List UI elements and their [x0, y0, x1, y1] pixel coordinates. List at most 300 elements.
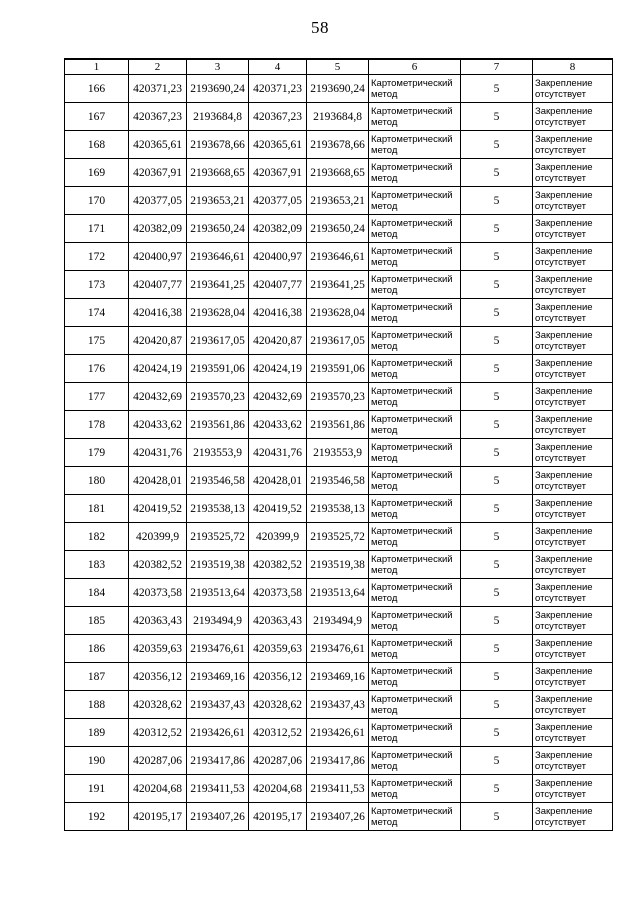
cell-text-line: Закрепление	[535, 329, 593, 341]
cell-text-line: Закрепление	[535, 357, 593, 369]
x-coordinate-cell: 420424,19	[249, 355, 307, 383]
accuracy-cell: 5	[461, 159, 533, 187]
table-row	[65, 131, 613, 159]
x-coordinate-cell: 420365,61	[249, 131, 307, 159]
y-coordinate-cell: 2193628,04	[307, 299, 369, 327]
y-coordinate-cell: 2193417,86	[187, 747, 249, 775]
cell-text-line: Закрепление	[535, 581, 593, 593]
y-coordinate-cell: 2193411,53	[307, 775, 369, 803]
fixing-cell	[533, 159, 613, 187]
cell-text-line: Картометрический	[371, 413, 453, 425]
cell-text-line: Закрепление	[535, 413, 593, 425]
x-coordinate-cell: 420433,62	[129, 411, 187, 439]
cell-text-line: отсутствует	[535, 564, 586, 576]
cell-text-line: отсутствует	[535, 396, 586, 408]
cell-text-line: отсутствует	[535, 536, 586, 548]
column-header: 8	[533, 59, 613, 75]
x-coordinate-cell: 420363,43	[249, 607, 307, 635]
x-coordinate-cell: 420373,58	[249, 579, 307, 607]
accuracy-cell: 5	[461, 747, 533, 775]
x-coordinate-cell: 420371,23	[249, 75, 307, 103]
cell-text-line: Закрепление	[535, 217, 593, 229]
x-coordinate-cell: 420373,58	[129, 579, 187, 607]
cell-text-line: Картометрический	[371, 105, 453, 117]
cell-text-line: метод	[371, 88, 398, 100]
cell-text-line: Картометрический	[371, 161, 453, 173]
table-row	[65, 215, 613, 243]
cell-text-line: отсутствует	[535, 424, 586, 436]
y-coordinate-cell: 2193476,61	[307, 635, 369, 663]
cell-text-line: Закрепление	[535, 749, 593, 761]
y-coordinate-cell: 2193690,24	[307, 75, 369, 103]
point-number-cell: 179	[65, 439, 129, 467]
accuracy-cell: 5	[461, 187, 533, 215]
fixing-cell	[533, 215, 613, 243]
method-cell	[369, 383, 461, 411]
cell-text-line: отсутствует	[535, 200, 586, 212]
method-cell	[369, 551, 461, 579]
x-coordinate-cell: 420367,91	[249, 159, 307, 187]
cell-text-line: Закрепление	[535, 161, 593, 173]
point-number-cell: 182	[65, 523, 129, 551]
y-coordinate-cell: 2193561,86	[187, 411, 249, 439]
column-header: 1	[65, 59, 129, 75]
cell-text-line: Закрепление	[535, 385, 593, 397]
point-number-cell: 187	[65, 663, 129, 691]
x-coordinate-cell: 420377,05	[249, 187, 307, 215]
cell-text-line: метод	[371, 368, 398, 380]
x-coordinate-cell: 420287,06	[249, 747, 307, 775]
accuracy-cell: 5	[461, 467, 533, 495]
y-coordinate-cell: 2193678,66	[187, 131, 249, 159]
x-coordinate-cell: 420424,19	[129, 355, 187, 383]
cell-text-line: Картометрический	[371, 301, 453, 313]
fixing-cell	[533, 355, 613, 383]
point-number-cell: 175	[65, 327, 129, 355]
cell-text-line: отсутствует	[535, 284, 586, 296]
cell-text-line: Закрепление	[535, 553, 593, 565]
table-row	[65, 383, 613, 411]
cell-text-line: Картометрический	[371, 693, 453, 705]
cell-text-line: метод	[371, 396, 398, 408]
cell-text-line: Картометрический	[371, 329, 453, 341]
cell-text-line: отсутствует	[535, 788, 586, 800]
accuracy-cell: 5	[461, 75, 533, 103]
y-coordinate-cell: 2193538,13	[307, 495, 369, 523]
point-number-cell: 174	[65, 299, 129, 327]
y-coordinate-cell: 2193617,05	[187, 327, 249, 355]
point-number-cell: 183	[65, 551, 129, 579]
y-coordinate-cell: 2193494,9	[307, 607, 369, 635]
table-row	[65, 579, 613, 607]
fixing-cell	[533, 775, 613, 803]
y-coordinate-cell: 2193494,9	[187, 607, 249, 635]
x-coordinate-cell: 420356,12	[249, 663, 307, 691]
method-cell	[369, 775, 461, 803]
cell-text-line: Картометрический	[371, 385, 453, 397]
x-coordinate-cell: 420407,77	[249, 271, 307, 299]
table-row	[65, 355, 613, 383]
y-coordinate-cell: 2193553,9	[307, 439, 369, 467]
y-coordinate-cell: 2193628,04	[187, 299, 249, 327]
cell-text-line: Закрепление	[535, 693, 593, 705]
cell-text-line: отсутствует	[535, 312, 586, 324]
method-cell	[369, 495, 461, 523]
x-coordinate-cell: 420328,62	[249, 691, 307, 719]
cell-text-line: отсутствует	[535, 620, 586, 632]
method-cell	[369, 75, 461, 103]
y-coordinate-cell: 2193591,06	[187, 355, 249, 383]
x-coordinate-cell: 420400,97	[249, 243, 307, 271]
y-coordinate-cell: 2193690,24	[187, 75, 249, 103]
x-coordinate-cell: 420328,62	[129, 691, 187, 719]
accuracy-cell: 5	[461, 439, 533, 467]
accuracy-cell: 5	[461, 635, 533, 663]
accuracy-cell: 5	[461, 215, 533, 243]
cell-text-line: метод	[371, 564, 398, 576]
table-row	[65, 523, 613, 551]
point-number-cell: 192	[65, 803, 129, 831]
x-coordinate-cell: 420431,76	[129, 439, 187, 467]
y-coordinate-cell: 2193641,25	[307, 271, 369, 299]
point-number-cell: 167	[65, 103, 129, 131]
y-coordinate-cell: 2193513,64	[187, 579, 249, 607]
point-number-cell: 166	[65, 75, 129, 103]
x-coordinate-cell: 420312,52	[249, 719, 307, 747]
cell-text-line: Закрепление	[535, 133, 593, 145]
cell-text-line: метод	[371, 676, 398, 688]
y-coordinate-cell: 2193546,58	[307, 467, 369, 495]
y-coordinate-cell: 2193525,72	[187, 523, 249, 551]
x-coordinate-cell: 420416,38	[249, 299, 307, 327]
accuracy-cell: 5	[461, 663, 533, 691]
cell-text-line: отсутствует	[535, 760, 586, 772]
x-coordinate-cell: 420419,52	[249, 495, 307, 523]
y-coordinate-cell: 2193617,05	[307, 327, 369, 355]
method-cell	[369, 691, 461, 719]
cell-text-line: Картометрический	[371, 665, 453, 677]
page-number: 58	[311, 18, 329, 37]
cell-text-line: отсутствует	[535, 648, 586, 660]
method-cell	[369, 131, 461, 159]
fixing-cell	[533, 103, 613, 131]
cell-text-line: Картометрический	[371, 553, 453, 565]
table-row	[65, 495, 613, 523]
y-coordinate-cell: 2193519,38	[187, 551, 249, 579]
cell-text-line: Закрепление	[535, 637, 593, 649]
fixing-cell	[533, 607, 613, 635]
y-coordinate-cell: 2193417,86	[307, 747, 369, 775]
y-coordinate-cell: 2193553,9	[187, 439, 249, 467]
y-coordinate-cell: 2193641,25	[187, 271, 249, 299]
fixing-cell	[533, 299, 613, 327]
y-coordinate-cell: 2193469,16	[187, 663, 249, 691]
x-coordinate-cell: 420433,62	[249, 411, 307, 439]
table-row	[65, 411, 613, 439]
x-coordinate-cell: 420367,23	[129, 103, 187, 131]
y-coordinate-cell: 2193437,43	[187, 691, 249, 719]
cell-text-line: Закрепление	[535, 665, 593, 677]
x-coordinate-cell: 420363,43	[129, 607, 187, 635]
y-coordinate-cell: 2193407,26	[187, 803, 249, 831]
column-header: 5	[307, 59, 369, 75]
y-coordinate-cell: 2193476,61	[187, 635, 249, 663]
point-number-cell: 170	[65, 187, 129, 215]
cell-text-line: метод	[371, 480, 398, 492]
method-cell	[369, 467, 461, 495]
cell-text-line: метод	[371, 508, 398, 520]
cell-text-line: метод	[371, 592, 398, 604]
y-coordinate-cell: 2193519,38	[307, 551, 369, 579]
x-coordinate-cell: 420419,52	[129, 495, 187, 523]
method-cell	[369, 523, 461, 551]
accuracy-cell: 5	[461, 355, 533, 383]
x-coordinate-cell: 420382,52	[129, 551, 187, 579]
table-row	[65, 159, 613, 187]
cell-text-line: метод	[371, 144, 398, 156]
cell-text-line: Закрепление	[535, 441, 593, 453]
x-coordinate-cell: 420367,91	[129, 159, 187, 187]
table-row	[65, 187, 613, 215]
column-header: 2	[129, 59, 187, 75]
fixing-cell	[533, 243, 613, 271]
cell-text-line: метод	[371, 760, 398, 772]
coordinates-table	[64, 58, 613, 831]
table-row	[65, 607, 613, 635]
table-row	[65, 243, 613, 271]
accuracy-cell: 5	[461, 551, 533, 579]
y-coordinate-cell: 2193591,06	[307, 355, 369, 383]
cell-text-line: метод	[371, 620, 398, 632]
method-cell	[369, 271, 461, 299]
cell-text-line: Картометрический	[371, 133, 453, 145]
y-coordinate-cell: 2193513,64	[307, 579, 369, 607]
x-coordinate-cell: 420356,12	[129, 663, 187, 691]
x-coordinate-cell: 420195,17	[129, 803, 187, 831]
accuracy-cell: 5	[461, 327, 533, 355]
method-cell	[369, 579, 461, 607]
y-coordinate-cell: 2193650,24	[187, 215, 249, 243]
accuracy-cell: 5	[461, 523, 533, 551]
table-row	[65, 775, 613, 803]
table-row	[65, 75, 613, 103]
x-coordinate-cell: 420195,17	[249, 803, 307, 831]
fixing-cell	[533, 75, 613, 103]
x-coordinate-cell: 420431,76	[249, 439, 307, 467]
accuracy-cell: 5	[461, 243, 533, 271]
table-body	[65, 75, 613, 831]
fixing-cell	[533, 411, 613, 439]
y-coordinate-cell: 2193684,8	[307, 103, 369, 131]
y-coordinate-cell: 2193570,23	[187, 383, 249, 411]
point-number-cell: 172	[65, 243, 129, 271]
cell-text-line: Картометрический	[371, 245, 453, 257]
method-cell	[369, 803, 461, 831]
x-coordinate-cell: 420371,23	[129, 75, 187, 103]
cell-text-line: Закрепление	[535, 189, 593, 201]
accuracy-cell: 5	[461, 103, 533, 131]
point-number-cell: 189	[65, 719, 129, 747]
x-coordinate-cell: 420432,69	[249, 383, 307, 411]
cell-text-line: метод	[371, 256, 398, 268]
y-coordinate-cell: 2193668,65	[307, 159, 369, 187]
y-coordinate-cell: 2193650,24	[307, 215, 369, 243]
accuracy-cell: 5	[461, 579, 533, 607]
accuracy-cell: 5	[461, 495, 533, 523]
cell-text-line: Закрепление	[535, 525, 593, 537]
fixing-cell	[533, 383, 613, 411]
point-number-cell: 169	[65, 159, 129, 187]
x-coordinate-cell: 420407,77	[129, 271, 187, 299]
cell-text-line: метод	[371, 424, 398, 436]
method-cell	[369, 215, 461, 243]
x-coordinate-cell: 420416,38	[129, 299, 187, 327]
x-coordinate-cell: 420287,06	[129, 747, 187, 775]
cell-text-line: Закрепление	[535, 805, 593, 817]
y-coordinate-cell: 2193411,53	[187, 775, 249, 803]
cell-text-line: Картометрический	[371, 805, 453, 817]
method-cell	[369, 439, 461, 467]
method-cell	[369, 187, 461, 215]
method-cell	[369, 411, 461, 439]
x-coordinate-cell: 420399,9	[249, 523, 307, 551]
table-header-row	[65, 59, 613, 75]
cell-text-line: Картометрический	[371, 441, 453, 453]
fixing-cell	[533, 635, 613, 663]
cell-text-line: Картометрический	[371, 77, 453, 89]
x-coordinate-cell: 420359,63	[249, 635, 307, 663]
x-coordinate-cell: 420359,63	[129, 635, 187, 663]
method-cell	[369, 327, 461, 355]
cell-text-line: метод	[371, 732, 398, 744]
table-row	[65, 635, 613, 663]
cell-text-line: отсутствует	[535, 340, 586, 352]
accuracy-cell: 5	[461, 383, 533, 411]
x-coordinate-cell: 420204,68	[129, 775, 187, 803]
cell-text-line: Закрепление	[535, 469, 593, 481]
x-coordinate-cell: 420428,01	[249, 467, 307, 495]
cell-text-line: Картометрический	[371, 217, 453, 229]
x-coordinate-cell: 420428,01	[129, 467, 187, 495]
point-number-cell: 171	[65, 215, 129, 243]
cell-text-line: метод	[371, 452, 398, 464]
cell-text-line: метод	[371, 200, 398, 212]
point-number-cell: 190	[65, 747, 129, 775]
cell-text-line: Картометрический	[371, 525, 453, 537]
x-coordinate-cell: 420432,69	[129, 383, 187, 411]
accuracy-cell: 5	[461, 803, 533, 831]
x-coordinate-cell: 420420,87	[249, 327, 307, 355]
method-cell	[369, 747, 461, 775]
table-row	[65, 467, 613, 495]
cell-text-line: отсутствует	[535, 816, 586, 828]
cell-text-line: отсутствует	[535, 256, 586, 268]
y-coordinate-cell: 2193437,43	[307, 691, 369, 719]
fixing-cell	[533, 271, 613, 299]
cell-text-line: метод	[371, 816, 398, 828]
cell-text-line: отсутствует	[535, 116, 586, 128]
table-row	[65, 691, 613, 719]
fixing-cell	[533, 523, 613, 551]
table-row	[65, 803, 613, 831]
fixing-cell	[533, 747, 613, 775]
fixing-cell	[533, 495, 613, 523]
point-number-cell: 188	[65, 691, 129, 719]
method-cell	[369, 299, 461, 327]
method-cell	[369, 243, 461, 271]
point-number-cell: 185	[65, 607, 129, 635]
fixing-cell	[533, 131, 613, 159]
x-coordinate-cell: 420382,52	[249, 551, 307, 579]
cell-text-line: отсутствует	[535, 592, 586, 604]
cell-text-line: метод	[371, 312, 398, 324]
cell-text-line: Картометрический	[371, 273, 453, 285]
cell-text-line: отсутствует	[535, 732, 586, 744]
cell-text-line: метод	[371, 228, 398, 240]
x-coordinate-cell: 420367,23	[249, 103, 307, 131]
cell-text-line: Закрепление	[535, 721, 593, 733]
cell-text-line: Закрепление	[535, 105, 593, 117]
point-number-cell: 178	[65, 411, 129, 439]
x-coordinate-cell: 420399,9	[129, 523, 187, 551]
x-coordinate-cell: 420382,09	[129, 215, 187, 243]
method-cell	[369, 635, 461, 663]
cell-text-line: Закрепление	[535, 245, 593, 257]
cell-text-line: Закрепление	[535, 497, 593, 509]
fixing-cell	[533, 579, 613, 607]
cell-text-line: отсутствует	[535, 88, 586, 100]
x-coordinate-cell: 420420,87	[129, 327, 187, 355]
cell-text-line: Картометрический	[371, 749, 453, 761]
cell-text-line: отсутствует	[535, 508, 586, 520]
x-coordinate-cell: 420365,61	[129, 131, 187, 159]
accuracy-cell: 5	[461, 607, 533, 635]
cell-text-line: Картометрический	[371, 721, 453, 733]
x-coordinate-cell: 420400,97	[129, 243, 187, 271]
cell-text-line: отсутствует	[535, 452, 586, 464]
cell-text-line: Картометрический	[371, 609, 453, 621]
column-header: 6	[369, 59, 461, 75]
accuracy-cell: 5	[461, 411, 533, 439]
x-coordinate-cell: 420377,05	[129, 187, 187, 215]
fixing-cell	[533, 803, 613, 831]
table-row	[65, 719, 613, 747]
cell-text-line: Закрепление	[535, 301, 593, 313]
accuracy-cell: 5	[461, 691, 533, 719]
fixing-cell	[533, 467, 613, 495]
cell-text-line: Картометрический	[371, 189, 453, 201]
accuracy-cell: 5	[461, 719, 533, 747]
y-coordinate-cell: 2193561,86	[307, 411, 369, 439]
point-number-cell: 177	[65, 383, 129, 411]
y-coordinate-cell: 2193678,66	[307, 131, 369, 159]
fixing-cell	[533, 691, 613, 719]
method-cell	[369, 607, 461, 635]
table-row	[65, 747, 613, 775]
y-coordinate-cell: 2193546,58	[187, 467, 249, 495]
point-number-cell: 168	[65, 131, 129, 159]
y-coordinate-cell: 2193646,61	[187, 243, 249, 271]
table-row	[65, 327, 613, 355]
point-number-cell: 173	[65, 271, 129, 299]
fixing-cell	[533, 327, 613, 355]
accuracy-cell: 5	[461, 299, 533, 327]
x-coordinate-cell: 420204,68	[249, 775, 307, 803]
y-coordinate-cell: 2193538,13	[187, 495, 249, 523]
table-row	[65, 663, 613, 691]
y-coordinate-cell: 2193646,61	[307, 243, 369, 271]
cell-text-line: метод	[371, 536, 398, 548]
